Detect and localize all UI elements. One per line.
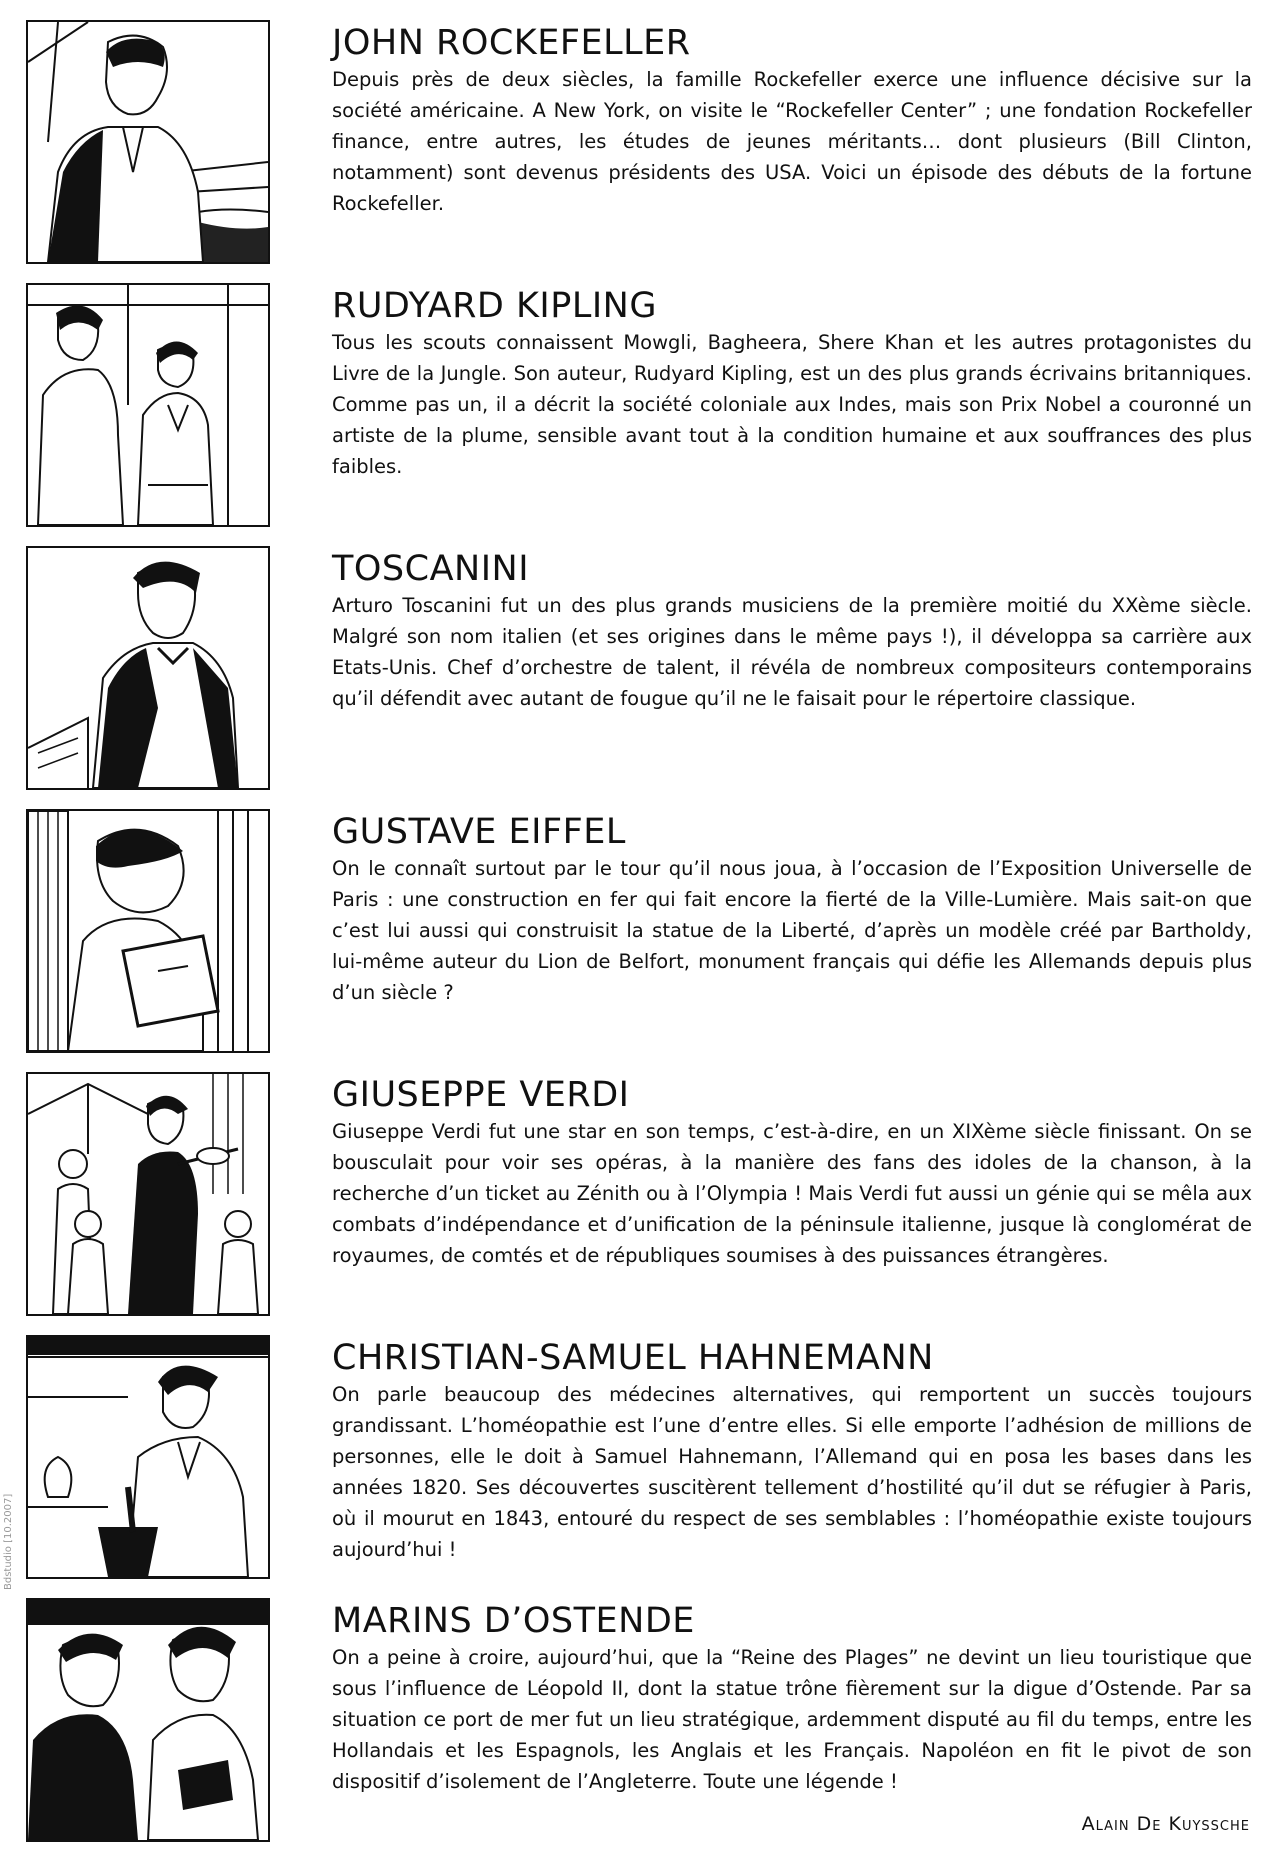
entry-hahnemann — [26, 1335, 1256, 1579]
illustration-young-man-at-shore — [26, 20, 270, 264]
entry-text — [332, 1072, 1252, 1271]
entry-body: On a peine à croire, aujourd’hui, que la “Reine des Plages” ne devint un lieu touristique que sous l’influence de Léopold II, dont la statue trône fièrement sur la digue d’Ostende. Par sa situation ce port de mer fut un lieu stratégique, ardemment disputé au fil du temps, entre les Hollandais et les Espagnols, les Anglais et les Français. Napoléon en fit le pivot de son dispositif d’isolement de l’Angleterre. Toute une légende ! — [332, 1646, 1252, 1793]
illustration-man-in-suit — [26, 546, 270, 790]
entry-verdi — [26, 1072, 1256, 1316]
entry-title: TOSCANINI — [332, 549, 530, 589]
entry-title: MARINS D’OSTENDE — [332, 1601, 695, 1641]
entry-title: RUDYARD KIPLING — [332, 286, 657, 326]
illustration-man-in-suit-drawing — [28, 548, 268, 788]
entry-text — [332, 1335, 1252, 1565]
entry-kipling — [26, 283, 1256, 527]
entry-rockefeller — [26, 20, 1256, 264]
entry-title: CHRISTIAN-SAMUEL HAHNEMANN — [332, 1338, 934, 1378]
illustration-young-man-at-shore-drawing — [28, 22, 268, 262]
entry-body: Depuis près de deux siècles, la famille Rockefeller exerce une influence décisive sur la société américaine. A New York, on visite le “Rockefeller Center” ; une fondation Rockefeller finance, entre autres, les études de jeunes méritants… dont plusieurs (Bill Clinton, notamment) sont devenus présidents des USA. Voici un épisode des débuts de la fortune Rockefeller. — [332, 68, 1252, 215]
entry-ostende — [26, 1598, 1256, 1842]
illustration-man-reading-book — [26, 809, 270, 1053]
illustration-woman-and-boy-seated — [26, 283, 270, 527]
entry-body: Giuseppe Verdi fut une star en son temps, c’est-à-dire, en un XIXème siècle finissant. On se bousculait pour voir ses opéras, à la manière des fans des idoles de la chanson, à la recherche d’un ticket au Zénith ou à l’Olympia ! Mais Verdi fut aussi un génie qui se mêla aux combats d’indépendance et d’unification de la péninsule italienne, jusque là conglomérat de royaumes, de comtés et de républiques soumises à des puissances étrangères. — [332, 1120, 1252, 1267]
side-note: Bdstudio [10.2007] — [3, 1493, 14, 1590]
entry-title: GUSTAVE EIFFEL — [332, 812, 626, 852]
entry-body: Tous les scouts connaissent Mowgli, Bagheera, Shere Khan et les autres protagonistes du Livre de la Jungle. Son auteur, Rudyard Kipling, est un des plus grands écrivains britanniques. Comme pas un, il a décrit la société coloniale aux Indes, mais son Prix Nobel a couronné un artiste de la plume, sensible avant tout à la condition humaine et aux souffrances des plus faibles. — [332, 331, 1252, 478]
entry-eiffel — [26, 809, 1256, 1053]
entry-text — [332, 546, 1252, 714]
illustration-man-with-mortar-drawing — [28, 1337, 268, 1577]
illustration-man-reading-book-drawing — [28, 811, 268, 1051]
illustration-violinist-with-children — [26, 1072, 270, 1316]
entry-toscanini — [26, 546, 1256, 790]
entry-body: Arturo Toscanini fut un des plus grands musiciens de la première moitié du XXème siècle. Malgré son nom italien (et ses origines dans le même pays !), il développa sa carrière aux Etats-Unis. Chef d’orchestre de talent, il révéla de nombreux compositeurs contemporains qu’il défendit avec autant de fougue qu’il ne le faisait pour le répertoire classique. — [332, 594, 1252, 710]
author-credit: Alain De Kuyssche — [1081, 1813, 1250, 1835]
entry-body: On le connaît surtout par le tour qu’il nous joua, à l’occasion de l’Exposition Universelle de Paris : une construction en fer qui fait encore la fierté de la Ville-Lumière. Mais sait-on que c’est lui aussi qui construisit la statue de la Liberté, d’après un modèle créé par Bartholdy, lui-même auteur du Lion de Belfort, monument français qui défie les Allemands depuis plus d’un siècle ? — [332, 857, 1252, 1004]
illustration-man-with-mortar — [26, 1335, 270, 1579]
illustration-violinist-with-children-drawing — [28, 1074, 268, 1314]
entry-body: On parle beaucoup des médecines alternatives, qui remportent un succès toujours grandissant. L’homéopathie est l’une d’entre elles. Si elle emporte l’adhésion de millions de personnes, elle le doit à Samuel Hahnemann, l’Allemand qui en posa les bases dans les années 1820. Ses découvertes suscitèrent tellement d’hostilité qu’il dut se réfugier à Paris, où il mourut en 1843, entouré du respect de ses semblables : l’homéopathie existe toujours aujourd’hui ! — [332, 1383, 1252, 1561]
illustration-woman-and-boy-seated-drawing — [28, 285, 268, 525]
illustration-two-sailors — [26, 1598, 270, 1842]
entry-text — [332, 809, 1252, 1008]
illustration-two-sailors-drawing — [28, 1600, 268, 1840]
entry-title: JOHN ROCKEFELLER — [332, 23, 691, 63]
entry-text — [332, 1598, 1252, 1797]
entry-title: GIUSEPPE VERDI — [332, 1075, 630, 1115]
entry-text — [332, 20, 1252, 219]
entry-text — [332, 283, 1252, 482]
